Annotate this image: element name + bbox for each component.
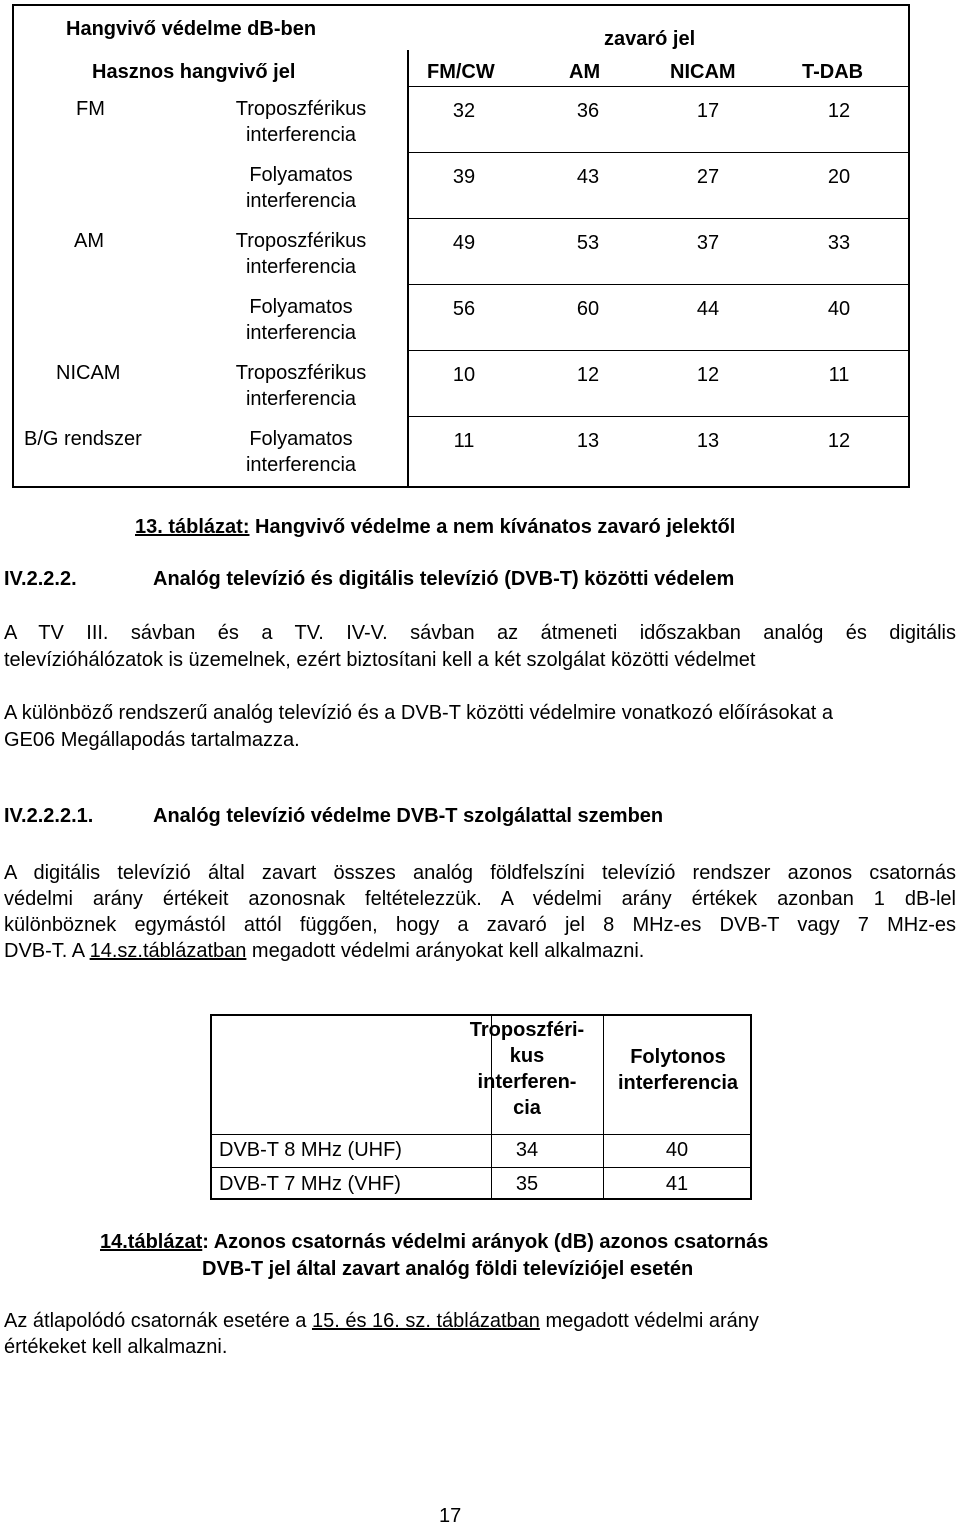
value-cell: 43 xyxy=(576,166,600,188)
table1-rule xyxy=(407,416,908,417)
table1-rule xyxy=(407,284,908,285)
value-cell: 34 xyxy=(515,1139,539,1161)
value-cell: 10 xyxy=(452,364,476,386)
value-cell: 33 xyxy=(827,232,851,254)
value-cell: 49 xyxy=(452,232,476,254)
interference-type: interferencia xyxy=(245,190,357,212)
interference-type: interferencia xyxy=(245,256,357,278)
paragraph-line: GE06 Megállapodás tartalmazza. xyxy=(4,729,300,751)
value-cell: 13 xyxy=(576,430,600,452)
paragraph-line: értékeket kell alkalmazni. xyxy=(4,1336,228,1358)
text-fragment: megadott védelmi arányokat kell alkalmazni. xyxy=(246,940,645,962)
protection-table-2 xyxy=(210,1014,752,1200)
tropo-header xyxy=(452,1017,602,1121)
paragraph-line: különböznek egymástól attól függően, hogy a zavaró jel 8 MHz-es DVB-T vagy 7 MHz-es xyxy=(4,914,956,936)
section-number: IV.2.2.2. xyxy=(4,568,77,590)
paragraph-line: védelmi arány értékeit azonosnak feltételezzük. A védelmi arány értékek azonban 1 dB-lel xyxy=(4,888,956,910)
value-cell: 44 xyxy=(696,298,720,320)
table-reference-link[interactable]: 15. és 16. sz. táblázatban xyxy=(311,1310,540,1332)
table1-rule xyxy=(407,86,908,87)
value-cell: 60 xyxy=(576,298,600,320)
value-cell: 12 xyxy=(696,364,720,386)
row-system: AM xyxy=(74,230,104,252)
text-fragment: Az átlapolódó csatornák esetére a xyxy=(4,1310,312,1332)
interference-type: Folyamatos xyxy=(249,164,353,186)
row-label: DVB-T 7 MHz (VHF) xyxy=(219,1173,401,1195)
row-label: DVB-T 8 MHz (UHF) xyxy=(219,1139,402,1161)
row-system: B/G rendszer xyxy=(24,428,142,450)
interference-type: interferencia xyxy=(245,322,357,344)
interference-type: interferencia xyxy=(245,388,357,410)
paragraph-line: A különböző rendszerű analóg televízió és a DVB-T közötti védelmire vonatkozó előírásokat a xyxy=(4,702,833,724)
table1-caption xyxy=(135,514,735,540)
table-reference-link[interactable]: 14.sz.táblázatban xyxy=(89,940,247,962)
paragraph-line xyxy=(4,938,644,964)
header-line: Troposzféri- xyxy=(469,1019,585,1041)
caption-number: 14.táblázat xyxy=(100,1231,203,1253)
section-number: IV.2.2.2.1. xyxy=(4,805,94,827)
interferer-header: zavaró jel xyxy=(604,28,696,50)
value-cell: 11 xyxy=(828,364,850,386)
col-fm-cw: FM/CW xyxy=(427,61,495,83)
col-tdab: T-DAB xyxy=(802,61,864,83)
value-cell: 27 xyxy=(696,166,720,188)
row-system: NICAM xyxy=(56,362,121,384)
continuous-header xyxy=(604,1044,752,1096)
value-cell: 20 xyxy=(827,166,851,188)
value-cell: 12 xyxy=(827,430,851,452)
interference-type: interferencia xyxy=(245,454,357,476)
value-cell: 32 xyxy=(452,100,476,122)
value-cell: 12 xyxy=(576,364,600,386)
interference-type: Troposzférikus xyxy=(235,98,367,120)
value-cell: 11 xyxy=(453,430,475,452)
col-nicam: NICAM xyxy=(670,61,736,83)
caption-text: Hangvivő védelme a nem kívánatos zavaró jelektől xyxy=(249,516,736,538)
value-cell: 41 xyxy=(665,1173,689,1195)
table1-divider xyxy=(407,50,409,488)
caption-text: : Azonos csatornás védelmi arányok (dB) azonos csatornás xyxy=(202,1231,769,1253)
page-number: 17 xyxy=(439,1505,462,1527)
value-cell: 36 xyxy=(576,100,600,122)
interference-type: Folyamatos xyxy=(249,296,353,318)
value-cell: 40 xyxy=(827,298,851,320)
paragraph-line xyxy=(4,1308,759,1334)
header-line: interferen- xyxy=(477,1071,577,1093)
value-cell: 17 xyxy=(696,100,720,122)
row-system: FM xyxy=(76,98,105,120)
interference-type: Folyamatos xyxy=(249,428,353,450)
col-am: AM xyxy=(569,61,601,83)
caption-number: 13. táblázat: xyxy=(135,516,250,538)
table2-caption-line: DVB-T jel által zavart analóg földi televíziójel esetén xyxy=(202,1258,694,1280)
value-cell: 13 xyxy=(696,430,720,452)
value-cell: 12 xyxy=(827,100,851,122)
table2-caption-line xyxy=(100,1229,768,1255)
paragraph-line: televízióhálózatok is üzemelnek, ezért biztosítani kell a két szolgálat közötti védelmet xyxy=(4,649,756,671)
useful-signal-header: Hasznos hangvivő jel xyxy=(92,61,296,83)
protection-table-1 xyxy=(12,4,910,488)
table1-rule xyxy=(407,218,908,219)
value-cell: 40 xyxy=(665,1139,689,1161)
table2-rule xyxy=(212,1167,750,1168)
header-line: kus xyxy=(509,1045,545,1067)
section-title: Analóg televízió védelme DVB-T szolgálattal szemben xyxy=(153,805,664,827)
paragraph-line: A digitális televízió által zavart összes analóg földfelszíni televízió rendszer azonos csatornás xyxy=(4,862,956,884)
value-cell: 35 xyxy=(515,1173,539,1195)
section-title: Analóg televízió és digitális televízió (DVB-T) közötti védelem xyxy=(153,568,735,590)
value-cell: 39 xyxy=(452,166,476,188)
paragraph-line: A TV III. sávban és a TV. IV-V. sávban az átmeneti időszakban analóg és digitális xyxy=(4,622,956,644)
value-cell: 56 xyxy=(452,298,476,320)
header-line: interferencia xyxy=(617,1072,739,1094)
table1-title: Hangvivő védelme dB-ben xyxy=(66,18,317,40)
table2-rule xyxy=(212,1134,750,1135)
interference-type: Troposzférikus xyxy=(235,230,367,252)
table1-rule xyxy=(407,152,908,153)
value-cell: 37 xyxy=(696,232,720,254)
header-line: cia xyxy=(513,1097,541,1119)
interference-type: interferencia xyxy=(245,124,357,146)
text-fragment: megadott védelmi arány xyxy=(539,1310,759,1332)
header-line: Folytonos xyxy=(630,1046,726,1068)
value-cell: 53 xyxy=(576,232,600,254)
text-fragment: DVB-T. A xyxy=(4,940,90,962)
table1-rule xyxy=(407,350,908,351)
interference-type: Troposzférikus xyxy=(235,362,367,384)
